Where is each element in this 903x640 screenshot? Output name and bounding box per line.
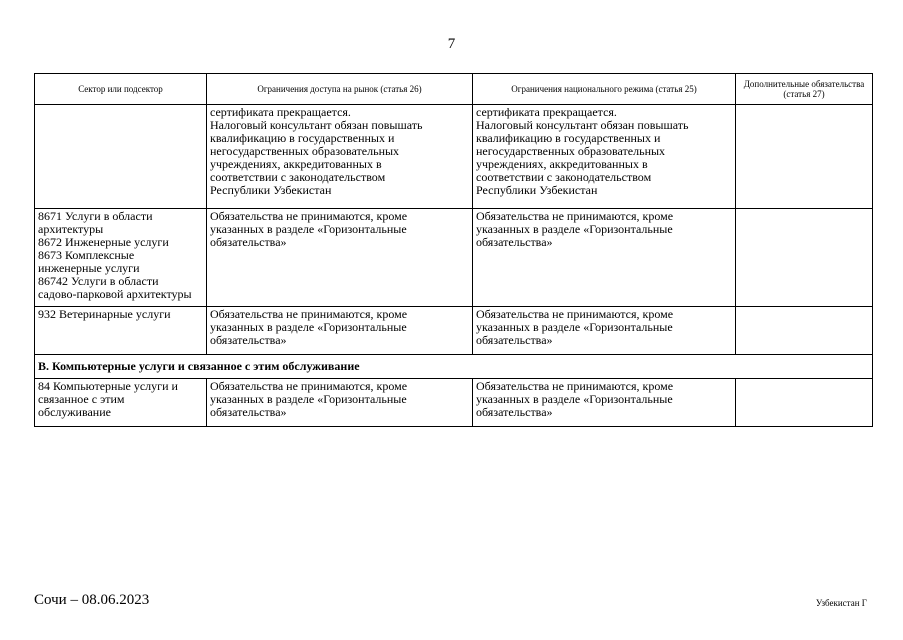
page-number: 7	[447, 36, 456, 52]
table-row	[35, 209, 873, 307]
cell-line: обязательства»	[210, 405, 287, 419]
cell-line: обязательства»	[476, 333, 553, 347]
cell-line: связанное с этим	[38, 392, 125, 406]
additional-commitments-cell	[736, 209, 873, 307]
national-treatment-cell	[473, 105, 736, 209]
table-row	[35, 307, 873, 355]
sector-cell	[35, 105, 207, 209]
table-row	[35, 379, 873, 427]
header-additional-commitments: Дополнительные обязательства (статья 27)	[736, 74, 873, 105]
cell-line: обязательства»	[476, 235, 553, 249]
cell-line: Налоговый консультант обязан повышать	[476, 118, 689, 132]
header-market-access: Ограничения доступа на рынок (статья 26)	[207, 74, 473, 105]
cell-line: квалификацию в государственных и	[210, 131, 395, 145]
cell-line: 8672 Инженерные услуги	[38, 235, 169, 249]
cell-line: обязательства»	[476, 405, 553, 419]
cell-line: Республики Узбекистан	[210, 183, 332, 197]
market-access-cell	[207, 379, 473, 427]
cell-line: учреждениях, аккредитованных в	[476, 157, 648, 171]
cell-line: 84 Компьютерные услуги и	[38, 379, 178, 393]
cell-line: Обязательства не принимаются, кроме	[210, 209, 408, 223]
section-heading-row	[35, 355, 873, 379]
cell-line: указанных в разделе «Горизонтальные	[210, 320, 407, 334]
cell-line: 86742 Услуги в области	[38, 274, 159, 288]
additional-commitments-cell	[736, 105, 873, 209]
cell-line: квалификацию в государственных и	[476, 131, 661, 145]
cell-line: Обязательства не принимаются, кроме	[476, 379, 674, 393]
cell-line: 8673 Комплексные	[38, 248, 135, 262]
cell-line: соответствии с законодательством	[210, 170, 386, 184]
cell-line: обязательства»	[210, 235, 287, 249]
cell-line: 932 Ветеринарные услуги	[38, 307, 171, 321]
cell-line: Обязательства не принимаются, кроме	[476, 307, 674, 321]
header-sector: Сектор или подсектор	[35, 74, 207, 105]
cell-line: негосударственных образовательных	[476, 144, 666, 158]
cell-line: сертификата прекращается.	[210, 105, 351, 119]
cell-line: указанных в разделе «Горизонтальные	[210, 222, 407, 236]
cell-line: Налоговый консультант обязан повышать	[210, 118, 423, 132]
sector-cell	[35, 379, 207, 427]
sector-cell	[35, 307, 207, 355]
sector-cell	[35, 209, 207, 307]
cell-line: указанных в разделе «Горизонтальные	[210, 392, 407, 406]
cell-line: инженерные услуги	[38, 261, 140, 275]
cell-line: Республики Узбекистан	[476, 183, 598, 197]
national-treatment-cell	[473, 379, 736, 427]
footer-date: Сочи – 08.06.2023	[34, 592, 150, 608]
cell-line: негосударственных образовательных	[210, 144, 400, 158]
national-treatment-cell	[473, 209, 736, 307]
market-access-cell	[207, 105, 473, 209]
market-access-cell	[207, 209, 473, 307]
table-header-row	[35, 74, 873, 105]
cell-line: указанных в разделе «Горизонтальные	[476, 392, 673, 406]
commitments-table	[34, 73, 873, 427]
additional-commitments-cell	[736, 379, 873, 427]
market-access-cell	[207, 307, 473, 355]
cell-line: указанных в разделе «Горизонтальные	[476, 222, 673, 236]
footer-country-label: Узбекистан Г	[815, 598, 867, 608]
cell-line: Обязательства не принимаются, кроме	[476, 209, 674, 223]
cell-line: садово-парковой архитектуры	[38, 287, 192, 301]
cell-line: учреждениях, аккредитованных в	[210, 157, 382, 171]
cell-line: соответствии с законодательством	[476, 170, 652, 184]
cell-line: обслуживание	[38, 405, 111, 419]
cell-line: архитектуры	[38, 222, 104, 236]
additional-commitments-cell	[736, 307, 873, 355]
cell-line: 8671 Услуги в области	[38, 209, 153, 223]
cell-line: сертификата прекращается.	[476, 105, 617, 119]
national-treatment-cell	[473, 307, 736, 355]
header-national-treatment: Ограничения национального режима (статья 25)	[473, 74, 736, 105]
cell-line: указанных в разделе «Горизонтальные	[476, 320, 673, 334]
cell-line: Обязательства не принимаются, кроме	[210, 307, 408, 321]
table-row	[35, 105, 873, 209]
cell-line: обязательства»	[210, 333, 287, 347]
cell-line: Обязательства не принимаются, кроме	[210, 379, 408, 393]
section-heading: B. Компьютерные услуги и связанное с этим обслуживание	[35, 355, 873, 379]
